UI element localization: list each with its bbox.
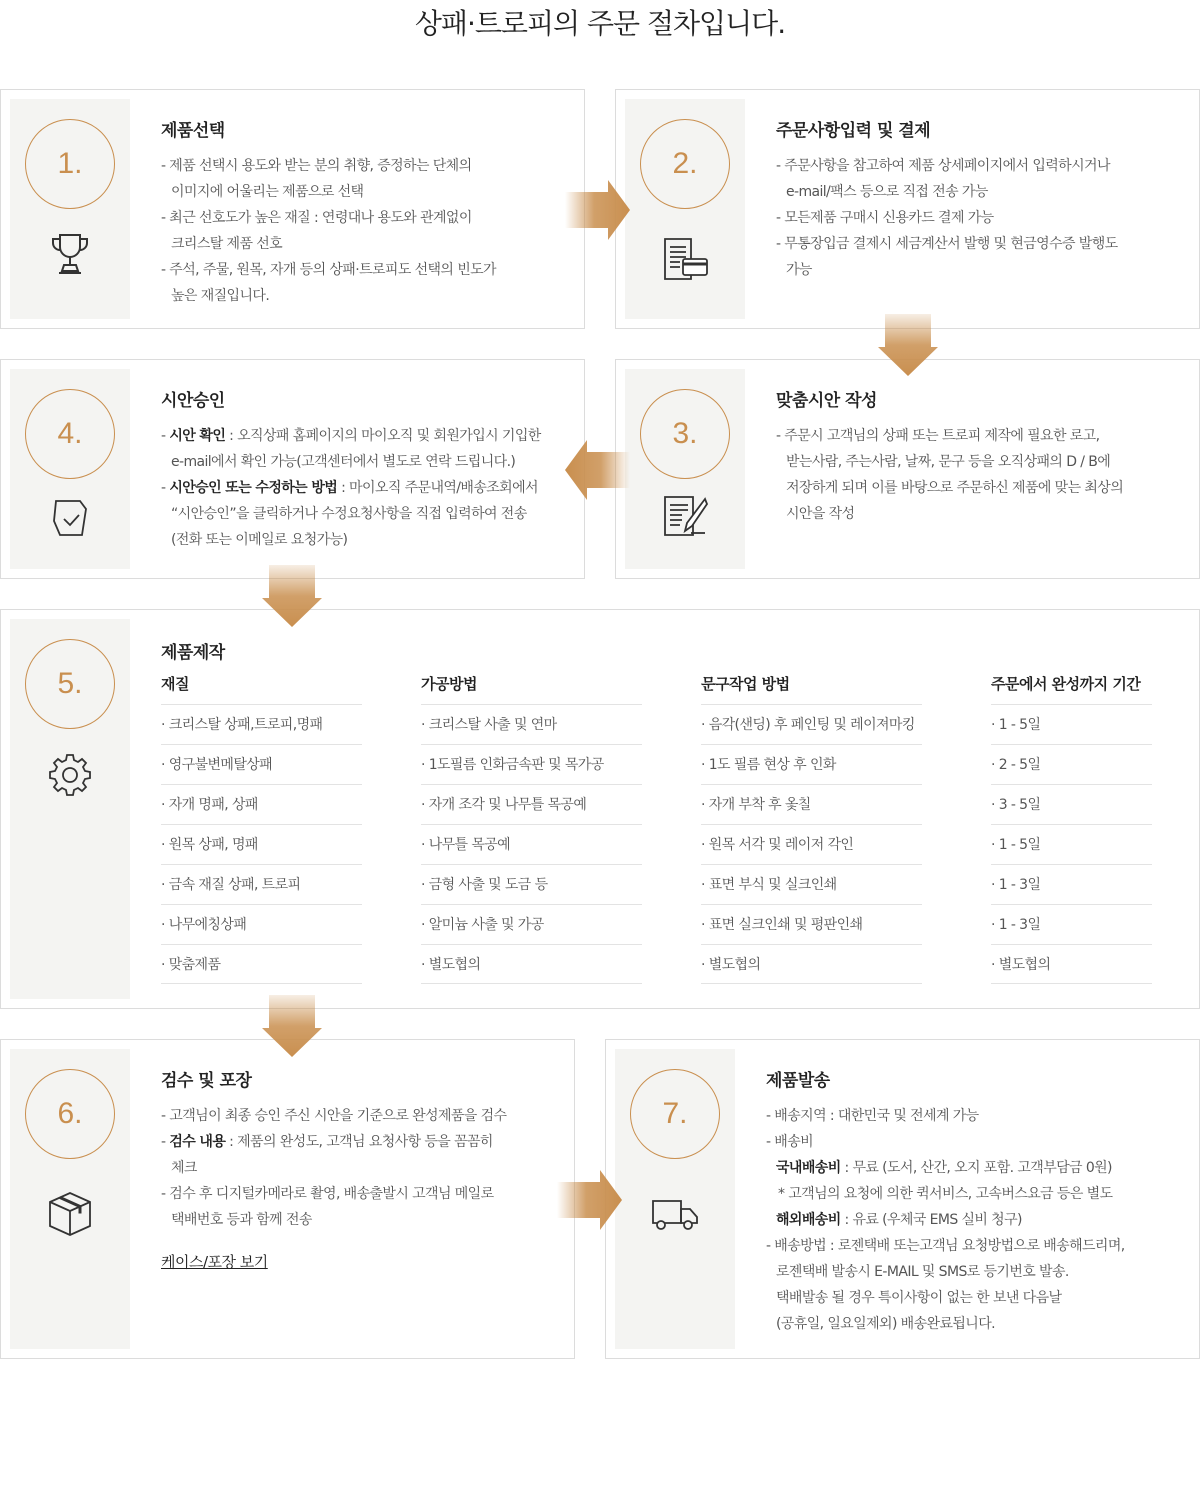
step-text xyxy=(766,1207,1185,1233)
table-cell: · 맞춤제품 xyxy=(161,944,362,984)
table-cell: · 별도협의 xyxy=(701,944,922,984)
step-text: 받는사람, 주는사람, 날짜, 문구 등을 오직상패의 D / B에 xyxy=(786,454,1111,470)
arrow-icon xyxy=(878,314,938,376)
step-side-panel xyxy=(625,99,745,319)
step-content xyxy=(161,116,570,309)
page-title: 상패·트로피의 주문 절차입니다. xyxy=(414,7,786,40)
table-cell: · 알미늄 사출 및 가공 xyxy=(421,904,642,944)
step-7-shipping xyxy=(605,1039,1200,1359)
table-cell: · 1도필름 인화금속판 및 목가공 xyxy=(421,744,642,784)
step-text: 이미지에 어울리는 제품으로 선택 xyxy=(171,184,364,200)
step-side-panel xyxy=(625,369,745,569)
step-content xyxy=(776,386,1185,527)
step-text-rest: : 마이오직 주문내역/배송조회에서 xyxy=(337,480,538,496)
step-text-bold: 국내배송비 xyxy=(776,1160,841,1176)
table-column-duration xyxy=(991,670,1152,984)
step-text: 가능 xyxy=(786,262,812,278)
table-cell: · 영구불변메탈상패 xyxy=(161,744,362,784)
step-text xyxy=(161,423,570,449)
step-4-draft-approval xyxy=(0,359,585,579)
step-text-rest: : 오직상패 홈페이지의 마이오직 및 회원가입시 기입한 xyxy=(225,428,541,444)
step-number: 7. xyxy=(630,1069,720,1159)
step-text xyxy=(161,1129,560,1155)
step-number: 3. xyxy=(640,389,730,479)
column-header: 문구작업 방법 xyxy=(701,675,790,693)
step-content xyxy=(161,386,570,553)
table-cell: · 표면 부식 및 실크인쇄 xyxy=(701,864,922,904)
step-text-rest: : 제품의 완성도, 고객님 요청사항 등을 꼼꼼히 xyxy=(225,1134,493,1150)
table-cell: · 나무에칭상패 xyxy=(161,904,362,944)
step-title: 주문사항입력 및 결제 xyxy=(776,121,931,141)
step-content xyxy=(766,1066,1185,1337)
step-text: - 배송방법 : 로젠택배 또는고객님 요청방법으로 배송해드리며, xyxy=(766,1238,1125,1254)
approval-check-icon xyxy=(46,493,94,541)
table-column-processing xyxy=(421,670,642,984)
step-text: e-mail/팩스 등으로 직접 전송 가능 xyxy=(786,184,988,200)
step-3-custom-draft xyxy=(615,359,1200,579)
step-content xyxy=(776,116,1185,283)
step-text: (공휴일, 일요일제외) 배송완료됩니다. xyxy=(776,1316,995,1332)
table-cell: · 크리스탈 사출 및 연마 xyxy=(421,704,642,744)
step-text-bold: 검수 내용 xyxy=(169,1134,226,1150)
step-number: 1. xyxy=(25,119,115,209)
arrow-icon xyxy=(557,1170,622,1230)
step-text: 크리스탈 제품 선호 xyxy=(171,236,283,252)
step-text-bold: 시안승인 또는 수정하는 방법 xyxy=(169,480,338,496)
step-title: 제품선택 xyxy=(161,121,225,141)
step-text-bold: 해외배송비 xyxy=(776,1212,841,1228)
step-text: - 배송비 xyxy=(766,1134,814,1150)
column-header: 재질 xyxy=(161,675,189,693)
table-cell: · 음각(샌딩) 후 페인팅 및 레이져마킹 xyxy=(701,704,922,744)
table-cell: · 크리스탈 상패,트로피,명패 xyxy=(161,704,362,744)
table-column-material xyxy=(161,670,362,984)
table-cell: · 원목 서각 및 레이저 각인 xyxy=(701,824,922,864)
table-cell: · 2 - 5일 xyxy=(991,744,1152,784)
step-title: 맞춤시안 작성 xyxy=(776,391,877,411)
table-cell: · 나무틀 목공예 xyxy=(421,824,642,864)
step-side-panel xyxy=(615,1049,735,1349)
step-title: 제품발송 xyxy=(766,1071,830,1091)
step-text: - 모든제품 구매시 신용카드 결제 가능 xyxy=(776,210,994,226)
arrow-icon xyxy=(262,565,322,627)
table-cell: · 원목 상패, 명패 xyxy=(161,824,362,864)
step-title: 검수 및 포장 xyxy=(161,1071,252,1091)
step-text: 시안을 작성 xyxy=(786,506,855,522)
step-text: 택배발송 될 경우 특이사항이 없는 한 보낸 다음날 xyxy=(776,1290,1062,1306)
table-cell: · 1 - 3일 xyxy=(991,904,1152,944)
step-text xyxy=(161,475,570,501)
step-number: 2. xyxy=(640,119,730,209)
step-2-order-payment xyxy=(615,89,1200,329)
step-text: 높은 재질입니다. xyxy=(171,288,270,304)
step-number: 4. xyxy=(25,389,115,479)
truck-icon xyxy=(651,1189,699,1237)
table-cell: · 3 - 5일 xyxy=(991,784,1152,824)
step-text: - 주문시 고객님의 상패 또는 트로피 제작에 필요한 로고, xyxy=(776,428,1100,444)
step-text: - 배송지역 : 대한민국 및 전세계 가능 xyxy=(766,1108,979,1124)
case-packaging-link[interactable]: 케이스/포장 보기 xyxy=(161,1253,268,1271)
step-1-product-selection xyxy=(0,89,585,329)
step-number: 5. xyxy=(25,639,115,729)
column-header: 가공방법 xyxy=(421,675,477,693)
table-cell: · 1 - 3일 xyxy=(991,864,1152,904)
step-text: 저장하게 되며 이를 바탕으로 주문하신 제품에 맞는 최상의 xyxy=(786,480,1124,496)
step-content xyxy=(161,1066,560,1272)
step-text: e-mail에서 확인 가능(고객센터에서 별도로 연락 드립니다.) xyxy=(171,454,516,470)
step-text: - 검수 후 디지털카메라로 촬영, 배송출발시 고객님 메일로 xyxy=(161,1186,494,1202)
table-cell: · 금형 사출 및 도금 등 xyxy=(421,864,642,904)
table-cell: · 1 - 5일 xyxy=(991,824,1152,864)
step-side-panel xyxy=(10,1049,130,1349)
step-text: - 최근 선호도가 높은 재질 : 연령대나 용도와 관계없이 xyxy=(161,210,472,226)
table-cell: · 자개 부착 후 옻칠 xyxy=(701,784,922,824)
step-5-production xyxy=(0,609,1200,1009)
step-text: - 무통장입금 결제시 세금계산서 발행 및 현금영수증 발행도 xyxy=(776,236,1118,252)
table-cell: · 자개 명패, 상패 xyxy=(161,784,362,824)
drafting-pen-icon xyxy=(661,493,709,541)
step-text: “시안승인”을 클릭하거나 수정요청사항을 직접 입력하여 전송 xyxy=(171,506,527,522)
step-text: - 주문사항을 참고하여 제품 상세페이지에서 입력하시거나 xyxy=(776,158,1110,174)
step-6-inspection-packing xyxy=(0,1039,575,1359)
step-text-rest: : 무료 (도서, 산간, 오지 포함. 고객부담금 0원) xyxy=(840,1160,1112,1176)
step-text: 로젠택배 발송시 E-MAIL 및 SMS로 등기번호 발송. xyxy=(776,1264,1069,1280)
trophy-icon xyxy=(46,229,94,277)
arrow-icon xyxy=(262,995,322,1057)
step-number: 6. xyxy=(25,1069,115,1159)
step-title: 제품제작 xyxy=(161,643,225,663)
gear-icon xyxy=(46,751,94,799)
step-text: * 고객님의 요청에 의한 퀵서비스, 고속버스요금 등은 별도 xyxy=(778,1186,1113,1202)
step-text: 체크 xyxy=(171,1160,197,1176)
table-cell: · 별도협의 xyxy=(421,944,642,984)
document-card-icon xyxy=(661,235,709,283)
step-title: 시안승인 xyxy=(161,391,225,411)
table-column-lettering xyxy=(701,670,922,984)
step-side-panel xyxy=(10,619,130,999)
step-text-rest: : 유료 (우체국 EMS 실비 청구) xyxy=(840,1212,1022,1228)
step-text-bold: 시안 확인 xyxy=(169,428,226,444)
table-cell: · 자개 조각 및 나무틀 목공예 xyxy=(421,784,642,824)
step-text-dash: - xyxy=(161,428,170,444)
step-text: 택배번호 등과 함께 전송 xyxy=(171,1212,312,1228)
step-text: - 주석, 주물, 원목, 자개 등의 상패·트로피도 선택의 빈도가 xyxy=(161,262,496,278)
table-cell: · 표면 실크인쇄 및 평판인쇄 xyxy=(701,904,922,944)
step-text: - 제품 선택시 용도와 받는 분의 취향, 증정하는 단체의 xyxy=(161,158,472,174)
step-side-panel xyxy=(10,369,130,569)
step-text-dash: - xyxy=(161,480,170,496)
table-cell: · 금속 재질 상패, 트로피 xyxy=(161,864,362,904)
step-side-panel xyxy=(10,99,130,319)
step-text xyxy=(766,1155,1185,1181)
table-cell: · 1 - 5일 xyxy=(991,704,1152,744)
arrow-icon xyxy=(565,180,630,240)
step-text-dash: - xyxy=(161,1134,170,1150)
step-text: - 고객님이 최종 승인 주신 시안을 기준으로 완성제품을 검수 xyxy=(161,1108,507,1124)
step-text: (전화 또는 이메일로 요청가능) xyxy=(171,532,348,548)
column-header: 주문에서 완성까지 기간 xyxy=(991,675,1141,693)
table-cell: · 1도 필름 현상 후 인화 xyxy=(701,744,922,784)
box-icon xyxy=(46,1189,94,1237)
table-cell: · 별도협의 xyxy=(991,944,1152,984)
arrow-icon xyxy=(565,440,630,500)
